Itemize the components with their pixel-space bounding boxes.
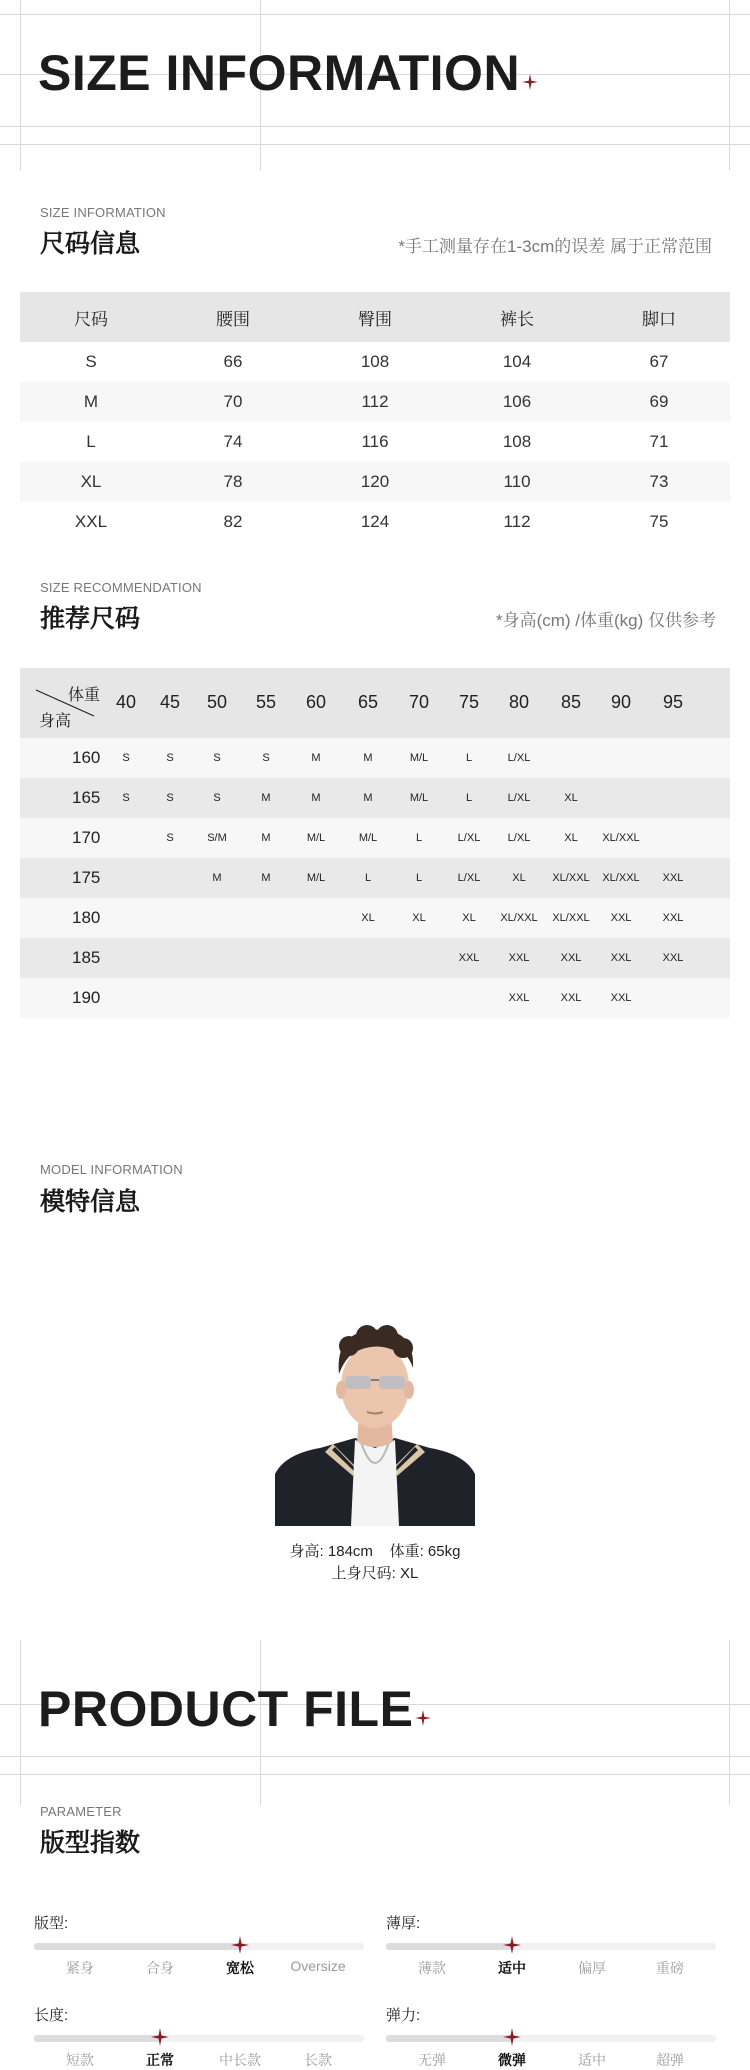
rec-row-170 [20, 818, 730, 858]
star-marker-icon [151, 2028, 169, 2046]
product-file-banner [0, 1640, 750, 1810]
recommended-size: L/XL [507, 792, 531, 804]
weight-column-65: 65 [357, 692, 379, 712]
recommended-size: M/L [306, 832, 326, 844]
recommended-size: S [262, 752, 270, 764]
param-option: 宽松 [226, 1960, 254, 1976]
recommended-size: L [415, 832, 423, 844]
rec-row-190 [20, 978, 730, 1018]
rec-section-note: *身高(cm) /体重(kg) 仅供参考 [495, 611, 716, 630]
recommended-size: XXL [662, 872, 684, 884]
param-options [34, 1958, 364, 1978]
recommendation-grid [20, 668, 730, 1018]
param-option: 无弹 [418, 2052, 446, 2068]
col-length: 裤长 [446, 292, 588, 342]
height-value: 160 [72, 748, 101, 767]
height-value: 165 [72, 788, 101, 807]
size-table [20, 292, 730, 542]
banner-title: PRODUCT FILE [38, 1680, 431, 1738]
weight-column-75: 75 [458, 692, 480, 712]
recommended-size: L/XL [457, 832, 481, 844]
weight-column-40: 40 [115, 692, 137, 712]
cell: 124 [360, 512, 390, 531]
param-fill [386, 2035, 512, 2042]
param-option: 重磅 [656, 1960, 684, 1976]
rec-row-175 [20, 858, 730, 898]
model-section-en: MODEL INFORMATION [40, 1162, 183, 1177]
recommended-size: XL [412, 912, 426, 924]
param-option: 薄款 [418, 1960, 446, 1976]
cell: 70 [162, 382, 304, 422]
recommended-size: S [166, 792, 174, 804]
height-value: 185 [72, 948, 101, 967]
recommended-size: XXL [458, 952, 480, 964]
param-elasticity [386, 2004, 716, 2070]
param-option: Oversize [290, 1958, 346, 1974]
param-option: 中长款 [219, 2052, 261, 2068]
recommended-size: S [213, 792, 221, 804]
height-value: 180 [72, 908, 101, 927]
size-table-header [20, 292, 730, 342]
weight-column-70: 70 [408, 692, 430, 712]
cell: 108 [360, 352, 390, 371]
weight-label: 体重 [68, 687, 101, 704]
param-option: 正常 [146, 2052, 174, 2068]
size-section-en: SIZE INFORMATION [40, 205, 166, 220]
recommended-size: XXL [610, 992, 632, 1004]
height-label: 身高 [39, 713, 72, 730]
table-row [20, 382, 730, 422]
recommended-size: XXL [560, 952, 582, 964]
weight-column-45: 45 [159, 692, 181, 712]
param-options [386, 1958, 716, 1978]
table-row [20, 342, 730, 382]
cell: 73 [588, 462, 730, 502]
model-size: 上身尺码: XL [331, 1565, 419, 1582]
param-track [386, 2035, 716, 2042]
param-label: 版型: [34, 1915, 69, 1932]
recommended-size: M/L [409, 752, 429, 764]
recommended-size: M [363, 792, 373, 804]
param-fill [34, 1943, 240, 1950]
recommended-size: XXL [662, 952, 684, 964]
cell: 120 [304, 462, 446, 502]
col-size: 尺码 [20, 292, 162, 342]
star-marker-icon [503, 2028, 521, 2046]
cell: 106 [446, 382, 588, 422]
recommended-size: XL/XXL [500, 912, 538, 924]
recommended-size: XL/XXL [552, 912, 590, 924]
param-options [386, 2050, 716, 2070]
model-portrait-image [275, 1316, 475, 1526]
weight-column-85: 85 [560, 692, 582, 712]
recommended-size: XL/XXL [552, 872, 590, 884]
recommended-size: S [213, 752, 221, 764]
param-fit [34, 1912, 364, 1978]
recommended-size: XXL [508, 952, 530, 964]
recommended-size: XL [564, 832, 578, 844]
param-option: 紧身 [66, 1960, 94, 1976]
col-hip: 臀围 [304, 292, 446, 342]
table-row [20, 502, 730, 542]
param-track [34, 2035, 364, 2042]
param-length [34, 2004, 364, 2070]
recommended-size: XL [462, 912, 476, 924]
rec-row-185 [20, 938, 730, 978]
recommended-size: M/L [358, 832, 378, 844]
model-section-title: 模特信息 [40, 1188, 141, 1216]
cell: 71 [649, 432, 669, 451]
cell: 78 [162, 462, 304, 502]
recommended-size: L [465, 752, 473, 764]
param-options [34, 2050, 364, 2070]
recommended-size: M [311, 752, 321, 764]
height-value: 170 [72, 828, 101, 847]
rec-grid-header [20, 668, 730, 738]
cell: L [86, 432, 96, 451]
cell: M [20, 382, 162, 422]
col-hem: 脚口 [588, 292, 730, 342]
size-section-note: *手工测量存在1-3cm的误差 属于正常范围 [398, 237, 712, 256]
recommended-size: XXL [662, 912, 684, 924]
cell: 116 [361, 432, 389, 451]
banner-title: SIZE INFORMATION [38, 44, 538, 102]
rec-section-title: 推荐尺码 [40, 605, 141, 633]
recommended-size: XL [512, 872, 526, 884]
recommended-size: XXL [560, 992, 582, 1004]
recommended-size: S [166, 752, 174, 764]
param-option: 短款 [66, 2052, 94, 2068]
param-track [34, 1943, 364, 1950]
weight-column-80: 80 [508, 692, 530, 712]
param-option: 适中 [498, 1960, 526, 1976]
recommended-size: XL [361, 912, 375, 924]
weight-column-55: 55 [255, 692, 277, 712]
param-section-en: PARAMETER [40, 1804, 122, 1819]
recommended-size: M [261, 832, 271, 844]
recommended-size: L [465, 792, 473, 804]
table-row [20, 422, 730, 462]
param-option: 偏厚 [578, 1960, 606, 1976]
size-section-title: 尺码信息 [40, 230, 141, 258]
cell: 112 [304, 382, 446, 422]
star-icon [415, 1680, 431, 1696]
param-option: 适中 [578, 2052, 606, 2068]
cell: S [85, 352, 97, 371]
rec-grid-body [20, 738, 730, 1018]
recommended-size: XL [564, 792, 578, 804]
weight-column-60: 60 [305, 692, 327, 712]
param-track [386, 1943, 716, 1950]
rec-row-165 [20, 778, 730, 818]
height-value: 190 [72, 988, 101, 1007]
table-row [20, 462, 730, 502]
recommended-size: XL/XXL [602, 872, 640, 884]
recommended-size: S [166, 832, 174, 844]
param-option: 超弹 [656, 2052, 684, 2068]
rec-row-180 [20, 898, 730, 938]
star-marker-icon [231, 1936, 249, 1954]
param-option: 微弹 [498, 2052, 526, 2068]
recommended-size: M [212, 872, 222, 884]
recommended-size: XXL [610, 952, 632, 964]
recommended-size: L [415, 872, 423, 884]
cell: XXL [74, 512, 108, 531]
cell: 82 [223, 512, 243, 531]
rec-section-en: SIZE RECOMMENDATION [40, 580, 202, 595]
size-information-banner [0, 0, 750, 170]
cell: 66 [223, 352, 243, 371]
cell: 69 [588, 382, 730, 422]
recommended-size: M/L [306, 872, 326, 884]
weight-column-50: 50 [206, 692, 228, 712]
cell: 75 [649, 512, 669, 531]
star-icon [522, 44, 538, 60]
cell: 104 [502, 352, 532, 371]
weight-column-90: 90 [610, 692, 632, 712]
cell: 67 [649, 352, 669, 371]
cell: 112 [503, 512, 531, 531]
recommended-size: S [122, 752, 130, 764]
height-value: 175 [72, 868, 101, 887]
recommended-size: M [261, 872, 271, 884]
param-label: 薄厚: [386, 1915, 421, 1932]
recommended-size: M [311, 792, 321, 804]
recommended-size: M [261, 792, 271, 804]
recommended-size: L/XL [457, 872, 481, 884]
param-option: 长款 [304, 2052, 332, 2068]
recommended-size: L/XL [507, 752, 531, 764]
param-fill [386, 1943, 512, 1950]
recommended-size: XXL [508, 992, 530, 1004]
recommended-size: S/M [207, 832, 227, 844]
recommended-size: XXL [610, 912, 632, 924]
model-stats: 身高: 184cm 体重: 65kg [289, 1543, 461, 1560]
param-label: 长度: [34, 2007, 69, 2024]
star-marker-icon [503, 1936, 521, 1954]
param-thickness [386, 1912, 716, 1978]
model-photo [275, 1316, 475, 1526]
recommended-size: XL/XXL [602, 832, 640, 844]
param-option: 合身 [146, 1960, 174, 1976]
recommended-size: S [122, 792, 130, 804]
param-section-title: 版型指数 [40, 1829, 141, 1857]
param-fill [34, 2035, 160, 2042]
recommended-size: L [364, 872, 372, 884]
recommended-size: L/XL [507, 832, 531, 844]
col-waist: 腰围 [162, 292, 304, 342]
recommended-size: M [363, 752, 373, 764]
cell: XL [20, 462, 162, 502]
param-label: 弹力: [386, 2007, 421, 2024]
cell: 110 [446, 462, 588, 502]
cell: 108 [502, 432, 532, 451]
weight-column-95: 95 [662, 692, 684, 712]
rec-row-160 [20, 738, 730, 778]
cell: 74 [223, 432, 243, 451]
recommended-size: M/L [409, 792, 429, 804]
